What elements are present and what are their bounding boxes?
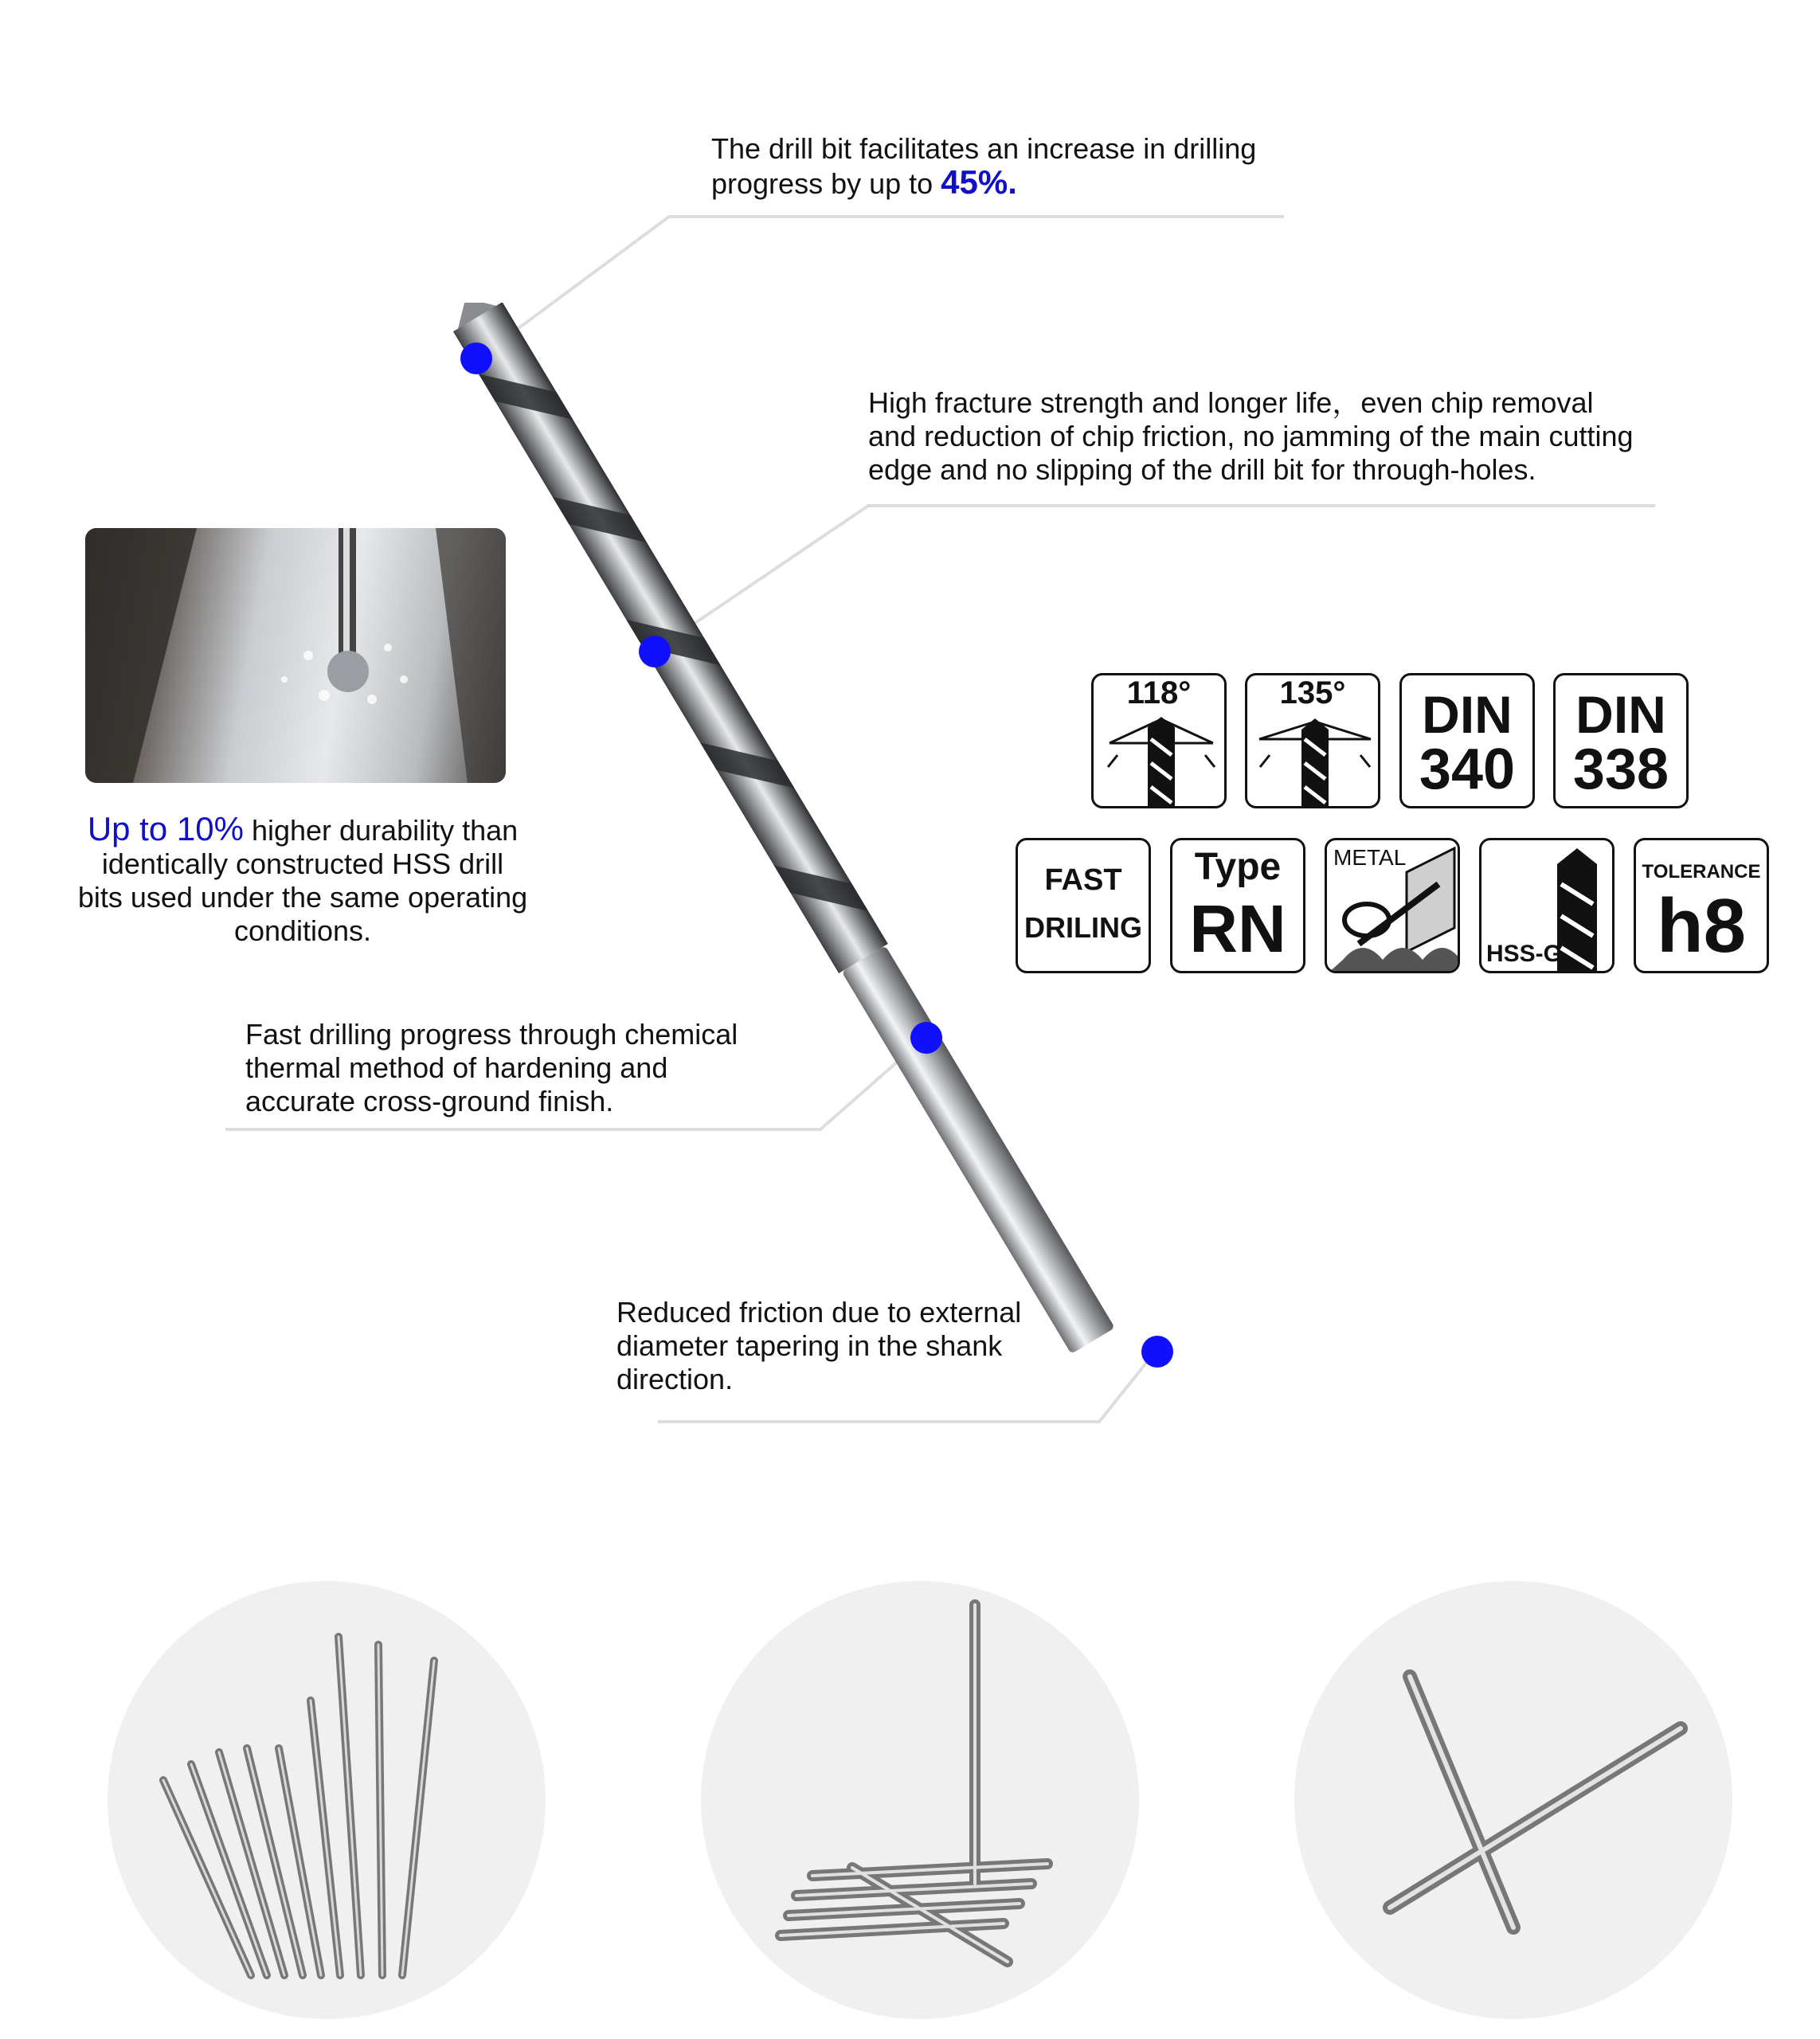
badge-din-338	[1553, 673, 1689, 808]
badge-fast-drilling	[1016, 838, 1151, 973]
callout-durability	[48, 812, 558, 948]
callout-fast-line1: Fast drilling progress through chemical	[245, 1018, 738, 1051]
drill-stack-image	[701, 1581, 1139, 2019]
callout-durability-highlight: Up to 10%	[87, 810, 244, 847]
callout-dot-body	[910, 1022, 942, 1054]
metal-profile-icon	[1327, 840, 1460, 973]
drill-bit-icon	[1094, 707, 1227, 808]
product-circle-standing	[701, 1581, 1139, 2019]
badge-type-rn	[1170, 838, 1305, 973]
callout-fracture-line3: edge and no slipping of the drill bit for through-holes.	[868, 453, 1536, 486]
callout-dot-shank	[1141, 1336, 1173, 1368]
badge-din-338-num: 338	[1572, 738, 1669, 801]
badge-type-value: RN	[1189, 891, 1286, 966]
callout-dot-flute	[639, 636, 671, 667]
callout-fast-line2: thermal method of hardening and	[245, 1051, 668, 1084]
drill-bit-icon	[1247, 707, 1380, 808]
badge-fast-line1: FAST	[1044, 863, 1122, 897]
badge-din-340-top: DIN	[1422, 685, 1513, 744]
badge-metal-label: METAL	[1333, 845, 1407, 870]
callout-durability-line3: bits used under the same operating	[77, 881, 528, 914]
badge-metal	[1325, 838, 1460, 973]
badge-din-338-top: DIN	[1575, 685, 1666, 744]
badge-tolerance-h8	[1634, 838, 1769, 973]
badge-tolerance-value: h8	[1656, 883, 1747, 969]
callout-friction-line1: Reduced friction due to external	[616, 1296, 1022, 1329]
callout-durability-line4: conditions.	[233, 914, 372, 947]
callout-drilling-progress-highlight: 45%.	[941, 163, 1017, 201]
badge-angle-135	[1245, 673, 1380, 808]
callout-fracture-line1: High fracture strength and longer life，even chip removal	[868, 386, 1594, 419]
callout-dot-tip	[460, 342, 492, 374]
callout-fast-line3: accurate cross-ground finish.	[245, 1085, 614, 1117]
badge-hss-g	[1479, 838, 1615, 973]
callout-durability-line2: identically constructed HSS drill	[101, 847, 504, 880]
drill-set-image	[108, 1581, 546, 2019]
callout-friction-line3: direction.	[616, 1363, 734, 1395]
callout-reduced-friction	[616, 1296, 1110, 1396]
drill-crossed-image	[1294, 1581, 1732, 2019]
product-circle-crossed	[1294, 1581, 1732, 2019]
badge-tolerance-label: TOLERANCE	[1642, 861, 1761, 883]
drilling-metal-photo	[85, 528, 506, 783]
callout-fracture-line2: and reduction of chip friction, no jamming of the main cutting	[868, 420, 1634, 452]
callout-drilling-progress-text: The drill bit facilitates an increase in drilling progress by up to	[711, 132, 1257, 200]
badge-angle-118-label: 118°	[1126, 675, 1192, 710]
callout-durability-line1: higher durability than	[251, 814, 519, 847]
callout-fracture-strength	[868, 386, 1705, 487]
product-circle-set	[108, 1581, 546, 2019]
callout-fast-drilling	[245, 1018, 819, 1118]
badge-din-340	[1399, 673, 1535, 808]
callout-drilling-progress	[711, 132, 1285, 201]
badge-type-label: Type	[1194, 846, 1282, 888]
badge-din-340-num: 340	[1419, 738, 1516, 801]
badge-hss-g-label: HSS-G	[1486, 941, 1563, 967]
badge-angle-135-label: 135°	[1279, 675, 1346, 710]
callout-friction-line2: diameter tapering in the shank	[616, 1329, 1003, 1362]
badge-fast-line2: DRILING	[1024, 911, 1142, 944]
badge-angle-118	[1091, 673, 1227, 808]
